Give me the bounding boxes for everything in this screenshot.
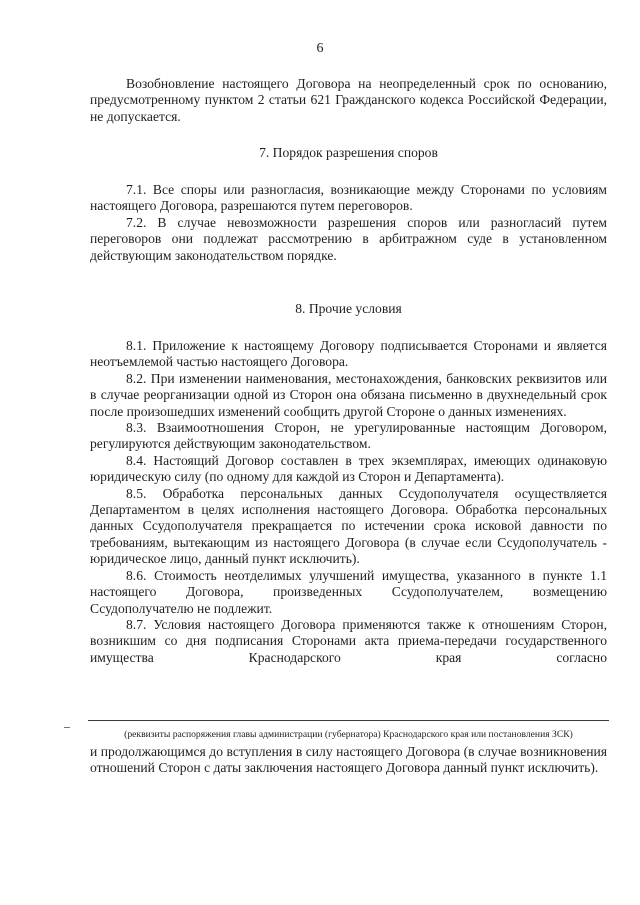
intro-block — [90, 76, 607, 125]
clause-8-3: 8.3. Взаимоотношения Сторон, не урегулированные настоящим Договором, регулируются действующим законодательством. — [90, 420, 607, 452]
clause-8-7: 8.7. Условия настоящего Договора применяются также к отношениям Сторон, возникшим со дня подписания Сторонами акта приема-передачи государственного имущества Краснодарского края согласно — [90, 616, 607, 665]
section-7-heading: 7. Порядок разрешения споров — [259, 145, 438, 160]
clause-8-5: 8.5. Обработка персональных данных Ссудополучателя осуществляется Департаментом в целях исполнения настоящего Договора. Обработка персональных данных Ссудополучателя прекращается по истечении срока исковой давности по требованиям, вытекающим из настоящего Договора (в случае если Ссудополучатель - юридическое лицо, данный пункт исключить). — [90, 485, 607, 567]
clause-8-2: 8.2. При изменении наименования, местонахождения, банковских реквизитов или в случае реорганизации одной из Сторон она обязана письменно в двухнедельный срок после произошедших изменений сообщить другой Стороне о данных изменениях. — [90, 370, 607, 419]
fill-in-line — [88, 720, 609, 721]
intro-paragraph: Возобновление настоящего Договора на неопределенный срок по основанию, предусмотренному пунктом 2 статьи 621 Гражданского кодекса Российской Федерации, не допускается. — [90, 76, 607, 124]
clause-8-6: 8.6. Стоимость неотделимых улучшений имущества, указанного в пункте 1.1 настоящего Договора, произведенных Ссудополучателем, возмещению Ссудополучателю не подлежит. — [90, 567, 607, 616]
clause-8-4: 8.4. Настоящий Договор составлен в трех экземплярах, имеющих одинаковую юридическую силу (по одному для каждой из Сторон и Департамента). — [90, 452, 607, 485]
section-8-body — [90, 338, 607, 666]
clause-7-1: 7.1. Все споры или разногласия, возникающие между Сторонами по условиям настоящего Договора, разрешаются путем переговоров. — [90, 182, 607, 214]
section-7-body — [90, 182, 607, 264]
page-number: 6 — [316, 41, 324, 56]
section-8-heading: 8. Прочие условия — [295, 301, 402, 316]
clause-7-2: 7.2. В случае невозможности разрешения споров или разногласий путем переговоров они подлежат рассмотрению в арбитражном суде в установленном действующим законодательством порядке. — [90, 214, 607, 263]
margin-mark — [64, 727, 70, 728]
continuation-block — [90, 744, 607, 777]
clause-8-1: 8.1. Приложение к настоящему Договору подписывается Сторонами и является неотъемлемой частью настоящего Договора. — [90, 338, 607, 370]
clause-8-7-continuation: и продолжающимся до вступления в силу настоящего Договора (в случае возникновения отношений Сторон с даты заключения настоящего Договора данный пункт исключить). — [90, 744, 607, 776]
fill-in-caption: (реквизиты распоряжения главы администрации (губернатора) Краснодарского края или постановления ЗСК) — [124, 729, 573, 740]
